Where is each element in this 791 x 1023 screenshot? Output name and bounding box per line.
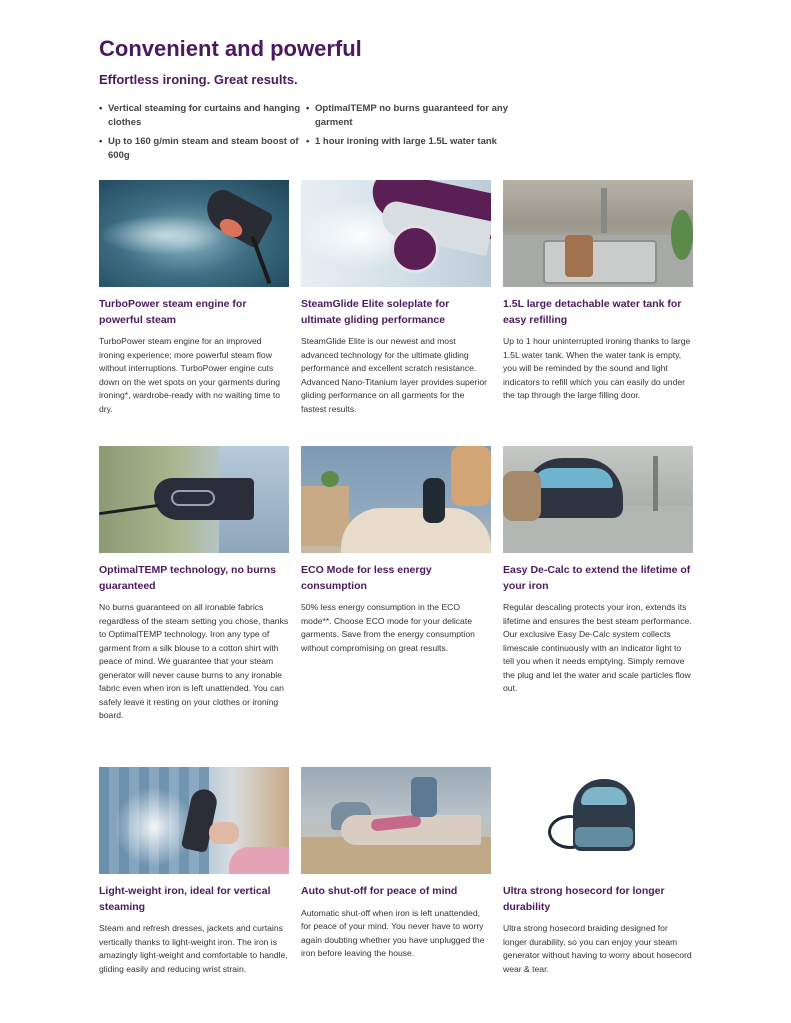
feature-card-optimaltemp	[99, 446, 289, 723]
feature-title: Ultra strong hosecord for longer durability	[503, 885, 665, 913]
feature-title: TurboPower steam engine for powerful steam	[99, 298, 247, 326]
feature-title: Auto shut-off for peace of mind	[301, 885, 458, 897]
feature-title: 1.5L large detachable water tank for easy refilling	[503, 298, 682, 326]
feature-card-auto-shut-off	[301, 767, 491, 961]
optimaltemp-image	[99, 446, 289, 553]
feature-description: 50% less energy consumption in the ECO mode**. Choose ECO mode for your delicate garments. Save from the energy consumption without compromising on great results.	[301, 602, 475, 653]
bullet-item: • Up to 160 g/min steam and steam boost of 600g	[99, 135, 304, 162]
feature-title: ECO Mode for less energy consumption	[301, 564, 432, 592]
feature-description: TurboPower steam engine for an improved ironing experience; more powerful steam flow without interruptions. TurboPower engine cuts down on the wet spots on your garments during ironing*, wardrobe-ready with no waiting time to dry.	[99, 336, 281, 414]
de-calc-image	[503, 446, 693, 553]
feature-description: Automatic shut-off when iron is left unattended, for peace of your mind. You never have to worry again doubting whether you have unplugged the iron before leaving the house.	[301, 907, 485, 958]
feature-description: Up to 1 hour uninterrupted ironing thanks to large 1.5L water tank. When the water tank is empty, you will be reminded by the sound and light indicators to refill which you can easily do under the tap through the large filling door.	[503, 336, 691, 400]
feature-card-lightweight	[99, 767, 289, 976]
hosecord-product-image	[503, 767, 693, 874]
feature-description: Steam and refresh dresses, jackets and curtains vertically thanks to light-weight iron. The iron is amazingly light-weight and comfortable to handle, gliding easily and reducing wrist strain.	[99, 923, 288, 974]
turbopower-steam-image	[99, 180, 289, 287]
feature-description: Regular descaling protects your iron, extends its lifetime and ensures the best steam performance. Our exclusive Easy De-Calc system collects limescale continuously with an indicator light to tell you when it needs emptying. Simply remove the plug and let the water and scale particles flow out.	[503, 602, 692, 693]
eco-mode-image	[301, 446, 491, 553]
bullet-item: • OptimalTEMP no burns guaranteed for any garment	[306, 102, 511, 129]
page-title: Convenient and powerful	[99, 36, 362, 61]
water-tank-refill-image	[503, 180, 693, 287]
feature-card-turbopower	[99, 180, 289, 416]
feature-title: Easy De-Calc to extend the lifetime of your iron	[503, 564, 691, 592]
feature-card-eco-mode	[301, 446, 491, 655]
feature-title: OptimalTEMP technology, no burns guaranteed	[99, 564, 276, 592]
vertical-steaming-image	[99, 767, 289, 874]
auto-shut-off-image	[301, 767, 491, 874]
feature-card-hosecord	[503, 767, 693, 976]
feature-title: SteamGlide Elite soleplate for ultimate gliding performance	[301, 298, 450, 326]
page-subtitle: Effortless ironing. Great results.	[99, 72, 298, 87]
bullet-item: • 1 hour ironing with large 1.5L water tank	[306, 135, 511, 149]
feature-title: Light-weight iron, ideal for vertical steaming	[99, 885, 271, 913]
feature-card-water-tank	[503, 180, 693, 403]
feature-description: No burns guaranteed on all ironable fabrics regardless of the steam setting you chose, thanks to OptimalTEMP technology. Iron any type of garment from a silk blouse to a cotton shirt with peace of mind. We guarantee that your steam generator will never cause burns to any ironable fabric even when iron is left unattended. You can safely leave it resting on your clothes or ironing board.	[99, 602, 289, 720]
feature-description: SteamGlide Elite is our newest and most advanced technology for the ultimate gliding performance and excellent scratch resistance. Advanced Nano-Titanium layer provides superior gliding performance on all garments for the fastest results.	[301, 336, 487, 414]
steamglide-soleplate-image	[301, 180, 491, 287]
feature-card-steamglide	[301, 180, 491, 416]
bullet-item: • Vertical steaming for curtains and hanging clothes	[99, 102, 304, 129]
feature-description: Ultra strong hosecord braiding designed for longer durability, so you can enjoy your steam generator without having to worry about hosecord wear & tear.	[503, 923, 692, 974]
feature-card-de-calc	[503, 446, 693, 696]
